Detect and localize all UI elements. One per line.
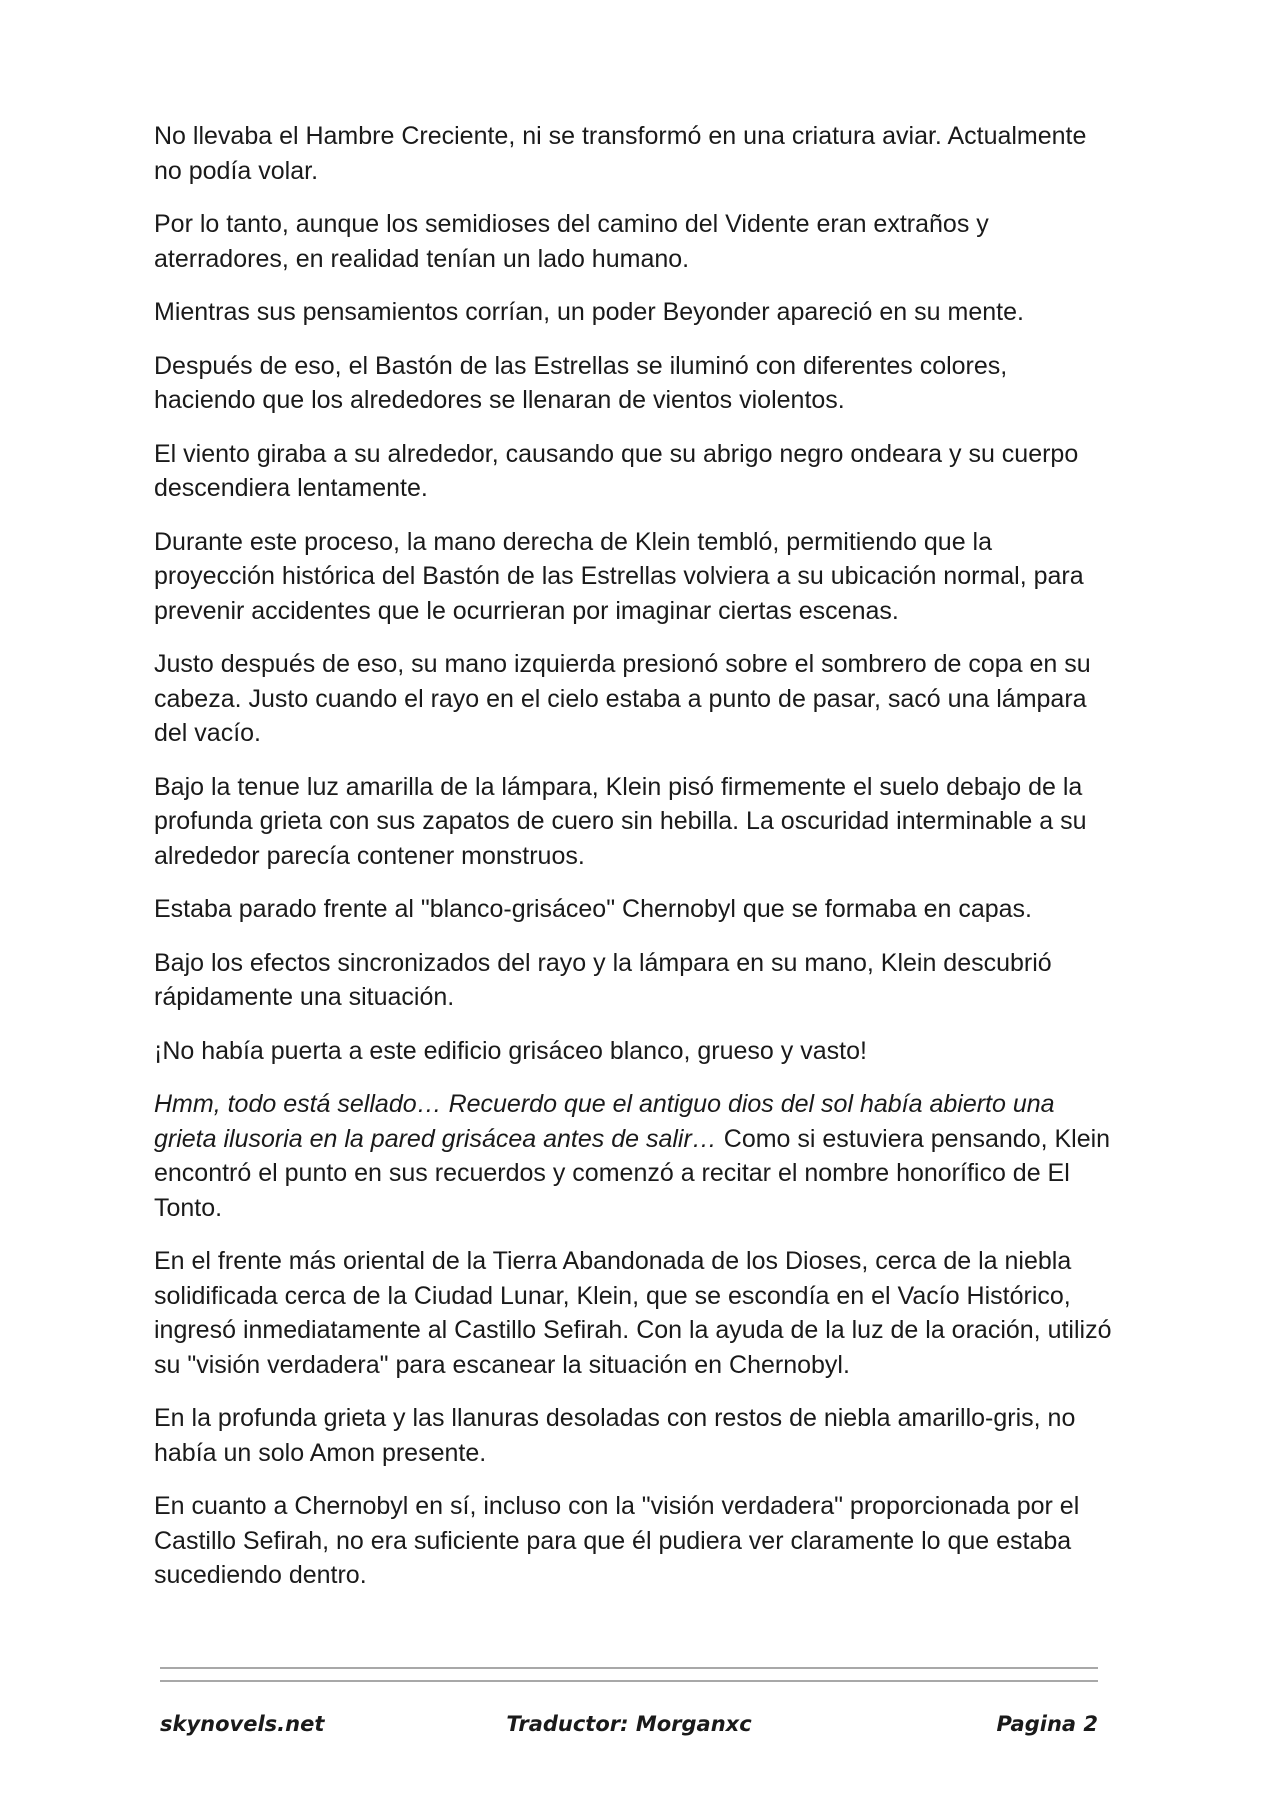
paragraph-3: Mientras sus pensamientos corrían, un poder Beyonder apareció en su mente. — [154, 298, 1024, 326]
paragraph-7: Justo después de eso, su mano izquierda presionó sobre el sombrero de copa en su cabeza. Justo cuando el rayo en el cielo estaba a punto de pasar, sacó una lámpara del vacío. — [154, 650, 1091, 747]
paragraph-2: Por lo tanto, aunque los semidioses del camino del Vidente eran extraños y aterradores, en realidad tenían un lado humano. — [154, 210, 989, 273]
footer-divider — [160, 1667, 1098, 1682]
footer-site: skynovels.net — [160, 1712, 325, 1736]
paragraph-8: Bajo la tenue luz amarilla de la lámpara, Klein pisó firmemente el suelo debajo de la profunda grieta con sus zapatos de cuero sin hebilla. La oscuridad interminable a su alrededor parecía contener monstruos. — [154, 772, 1087, 870]
footer-translator: Traductor: Morganxc — [506, 1712, 752, 1736]
paragraph-9: Estaba parado frente al "blanco-grisáceo" Chernobyl que se formaba en capas. — [154, 895, 1033, 923]
paragraph-14: En la profunda grieta y las llanuras desoladas con restos de niebla amarillo-gris, no había un solo Amon presente. — [154, 1404, 1076, 1467]
paragraph-10: Bajo los efectos sincronizados del rayo y la lámpara en su mano, Klein descubrió rápidamente una situación. — [154, 948, 1052, 1011]
paragraph-6: Durante este proceso, la mano derecha de Klein tembló, permitiendo que la proyección histórica del Bastón de las Estrellas volviera a su ubicación normal, para prevenir accidentes que le ocurrieran por imaginar ciertas escenas. — [154, 527, 1084, 625]
paragraph-1: No llevaba el Hambre Creciente, ni se transformó en una criatura aviar. Actualmente no podía volar. — [154, 122, 1087, 185]
paragraph-4: Después de eso, el Bastón de las Estrellas se iluminó con diferentes colores, haciendo que los alrededores se llenaran de vientos violentos. — [154, 351, 1008, 414]
footer-page-number: Pagina 2 — [996, 1712, 1098, 1736]
paragraph-13: En el frente más oriental de la Tierra Abandonada de los Dioses, cerca de la niebla solidificada cerca de la Ciudad Lunar, Klein, que se escondía en el Vacío Histórico, ingresó inmediatamente al Castillo Sefirah. Con la ayuda de la luz de la oración, utilizó su "visión verdadera" para escanear la situación en Chernobyl. — [154, 1247, 1112, 1379]
paragraph-15: En cuanto a Chernobyl en sí, incluso con la "visión verdadera" proporcionada por el Castillo Sefirah, no era suficiente para que él pudiera ver claramente lo que estaba sucediendo dentro. — [154, 1492, 1080, 1589]
paragraph-5: El viento giraba a su alrededor, causando que su abrigo negro ondeara y su cuerpo descendiera lentamente. — [154, 439, 1079, 502]
thought-normal-text: Como si estuviera pensando, Klein encontró el punto en sus recuerdos y comenzó a recitar el nombre honorífico de El Tonto. — [154, 1124, 1111, 1222]
page-footer — [160, 1712, 1098, 1746]
paragraph-11: ¡No había puerta a este edificio grisáceo blanco, grueso y vasto! — [154, 1036, 867, 1065]
paragraph-thought — [154, 1087, 1114, 1225]
thought-italic-text: Hmm, todo está sellado… Recuerdo que el antiguo dios del sol había abierto una grieta ilusoria en la pared grisácea antes de salir… — [154, 1090, 1055, 1153]
footer-rule-bottom — [160, 1680, 1098, 1682]
footer-rule-top — [160, 1667, 1098, 1669]
body-text — [154, 119, 1114, 1612]
